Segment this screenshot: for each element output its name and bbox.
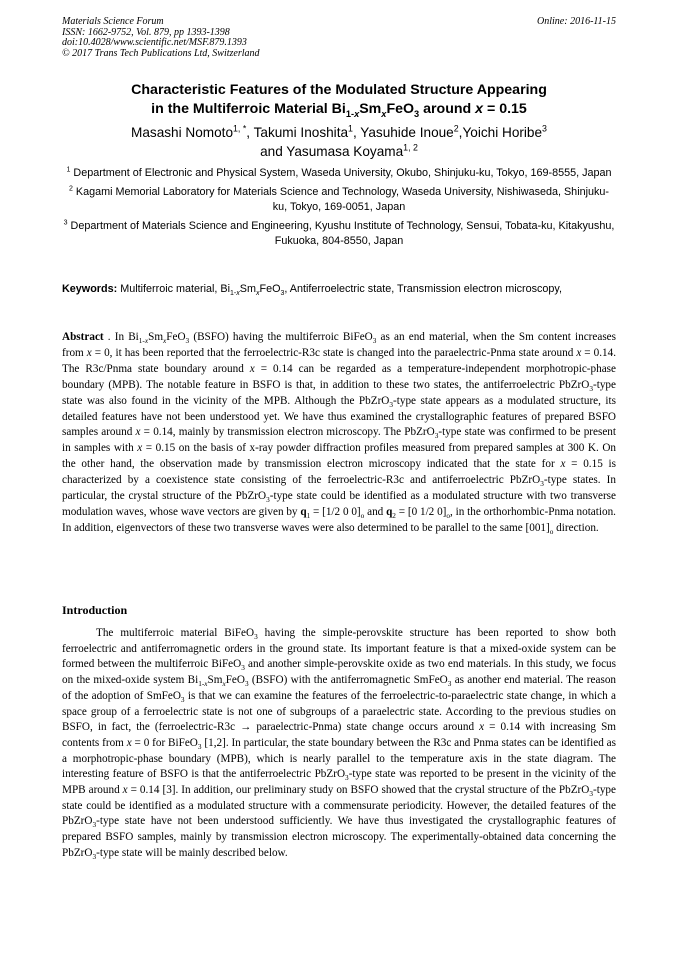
keywords: Keywords: Multiferroic material, $Bi_{1-x}Sm_xFeO_3$, Antiferroelectric state, Transmission electron microscopy, (62, 283, 563, 298)
keywords-label: Keywords: (62, 283, 118, 295)
introduction-paragraph: The multiferroic material BiFeO$_3$ having the simple-perovskite structure has been reported to show both ferroelectric and antiferromagnetic orders in the ground state. Its important feature is that a mixed-oxide system can be formed between the multiferroic BiFeO$_3$ and another simple-perovskite oxide as two end materials. In this study, we focus on the mixed-oxide system $Bi_{1-x}Sm_xFeO_3$ (BSFO) with the antiferromagnetic SmFeO$_3$ as another end material. The reason of the adoption of SmFeO$_3$ is that we can examine the features of the ferroelectric-to-paraelectric state change, in which a space group of a ferroelectric state is not one of subgroups of a paraelectric state. According to the previous studies on BSFO, in fact, the (ferroelectric-R3c → paraelectric-Pnma) state change occurs around x = 0.14 with increasing Sm contents from x = 0 for BiFeO$_3$ [1,2]. In particular, the state boundary between the R3c and Pnma states can be identified as a morphotropic-phase boundary (MPB), which is nearly parallel to the temperature axis in the state diagram. The interesting feature of BSFO is that the antiferroelectric PbZrO$_3$-type state was reported to be present in the vicinity of the MPB around x = 0.14 [3]. In addition, our preliminary study on BSFO showed that the crystal structure of the PbZrO$_3$-type state could be identified as a modulated structure with a commensurate periodicity. However, the detailed features of the PbZrO$_3$-type state have not been understood sufficiently. We have thus investigated the crystallographic features of prepared BSFO samples, mainly by transmission electron microscopy. The experimentally-obtained data concerning the PbZrO$_3$-type state will be mainly described below. (62, 627, 617, 862)
online-date: Online: 2016-11-15 (537, 16, 616, 27)
affiliation-item: $^1$ Department of Electronic and Physical System, Waseda University, Okubo, Shinjuku-ku, Tokyo, 169-8555, Japan (66, 166, 612, 179)
abstract: Abstract . In $Bi_{1-x}Sm_xFeO_3$ (BSFO) having the multiferroic BiFeO$_3$ as an end material, when the Sm content increases from x = 0, it has been reported that the ferroelectric-R3c state is changed into the paraelectric-Pnma state around x = 0.14. The R3c/Pnma state boundary around x = 0.14 can be regarded as a temperature-independent morphotropic-phase boundary (MPB). The notable feature in BSFO is that, in addition to these two states, the antiferroelectric PbZrO$_3$-type state was also found in the vicinity of the MPB. Although the PbZrO$_3$-type state appears as a modulated structure, its detailed features have not been understood yet. We have thus examined the crystallographic features of prepared BSFO samples around x = 0.14, mainly by transmission electron microscopy. The PbZrO$_3$-type state was confirmed to be present in samples with x = 0.15 on the basis of x-ray powder diffraction profiles measured from prepared samples at 300 K. On the other hand, the observation made by transmission electron microscopy indicated that the state for x = 0.15 is characterized by a coexistence state consisting of the ferroelectric-R3c and antiferroelectric PbZrO$_3$-type states. In particular, the crystal structure of the PbZrO$_3$-type state could be identified as a modulated structure with two transverse modulation waves, whose wave vectors are given by $q_1 = [1/2$ 0 $0]_o$ and $q_2 = [0$ 1/2 $0]_o$, in the orthorhombic-Pnma notation. In addition, eigenvectors of these two transverse waves were also determined to be parallel to the same $[001]_o$ direction. (62, 331, 617, 537)
authors-line-1: Masashi Nomoto$^{1, *}$, Takumi Inoshita$^1$, Yasuhide Inoue$^2$,Yoichi Horibe$^3$ (131, 123, 547, 140)
title-line-2: in the Multiferroic Material $Bi_{1-x}Sm_xFeO_3$ around x = 0.15 (151, 101, 527, 119)
authors-line-2: and Yasumasa Koyama$^{1, 2}$ (260, 141, 418, 159)
paper-title (62, 81, 616, 119)
journal-header (62, 17, 616, 59)
affiliation-item: $^2$ Kagami Memorial Laboratory for Materials Science and Technology, Waseda University, Nishiwaseda, Shinjuku-ku, Tokyo, 169-0051, Japan (69, 185, 609, 213)
journal-copyright: © 2017 Trans Tech Publications Ltd, Switzerland (62, 47, 260, 59)
author-list (62, 124, 616, 161)
title-line-1: Characteristic Features of the Modulated Structure Appearing (131, 82, 547, 98)
journal-issn: ISSN: 1662-9752, Vol. 879, pp 1393-1398 (62, 26, 230, 38)
journal-name: Materials Science Forum (62, 16, 164, 27)
affiliation-item: $^3$ Department of Materials Science and Engineering, Kyushu Institute of Technology, Sensui, Tobata-ku, Kitakyushu, Fukuoka, 804-8550, Japan (63, 219, 615, 247)
affiliations (62, 166, 616, 253)
journal-doi: doi:10.4028/www.scientific.net/MSF.879.1393 (62, 37, 247, 48)
abstract-label: Abstract (62, 331, 104, 343)
introduction-heading: Introduction (62, 603, 128, 617)
